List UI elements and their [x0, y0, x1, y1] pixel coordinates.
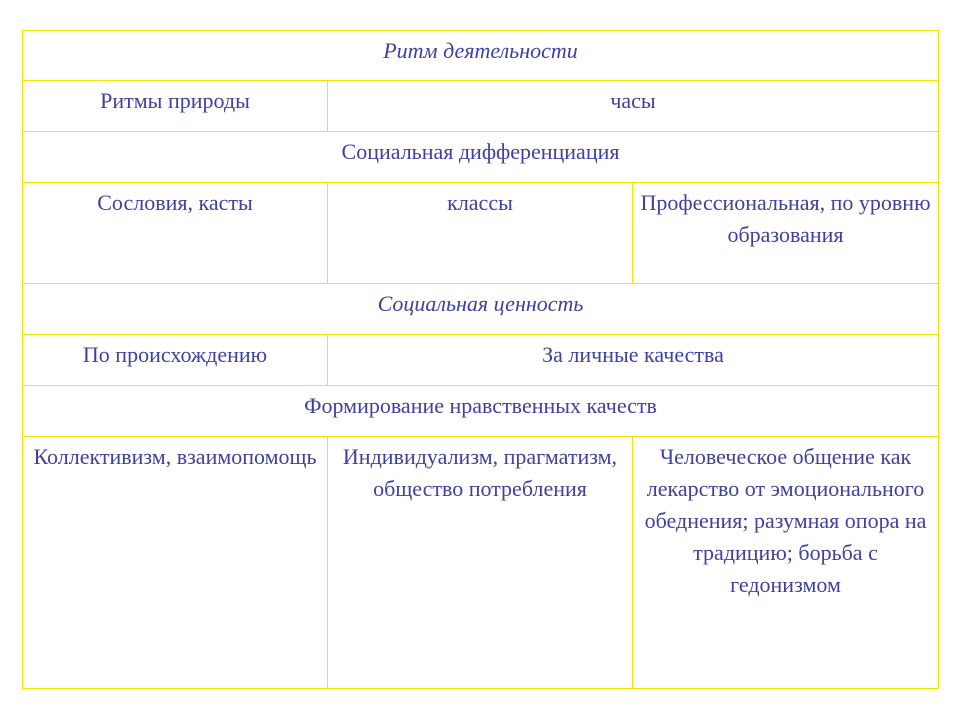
cell-estates-castes: Сословия, касты: [23, 183, 328, 284]
cell-personal-qualities: За личные качества: [328, 335, 939, 386]
table-row: [23, 81, 939, 132]
cell-rhythm-nature: Ритмы природы: [23, 81, 328, 132]
table-row: [23, 437, 939, 689]
table-row: [23, 335, 939, 386]
table-row: [23, 31, 939, 81]
table-row: [23, 284, 939, 335]
cell-professional: Профессиональная, по уровню образования: [633, 183, 939, 284]
section-heading-value: Социальная ценность: [23, 284, 939, 335]
section-heading-moral: Формирование нравственных качеств: [23, 386, 939, 437]
comparison-table: [22, 30, 939, 689]
cell-human-communication: Человеческое общение как лекарство от эмоционального обеднения; разумная опора на традицию; борьба с гедонизмом: [633, 437, 939, 689]
cell-individualism: Индивидуализм, прагматизм, общество потребления: [328, 437, 633, 689]
section-heading-rhythm: Ритм деятельности: [23, 31, 939, 81]
table-row: [23, 183, 939, 284]
cell-by-origin: По происхождению: [23, 335, 328, 386]
cell-collectivism: Коллективизм, взаимопомощь: [23, 437, 328, 689]
section-heading-differentiation: Социальная дифференциация: [23, 132, 939, 183]
cell-rhythm-clock: часы: [328, 81, 939, 132]
table-row: [23, 386, 939, 437]
table-row: [23, 132, 939, 183]
cell-classes: классы: [328, 183, 633, 284]
